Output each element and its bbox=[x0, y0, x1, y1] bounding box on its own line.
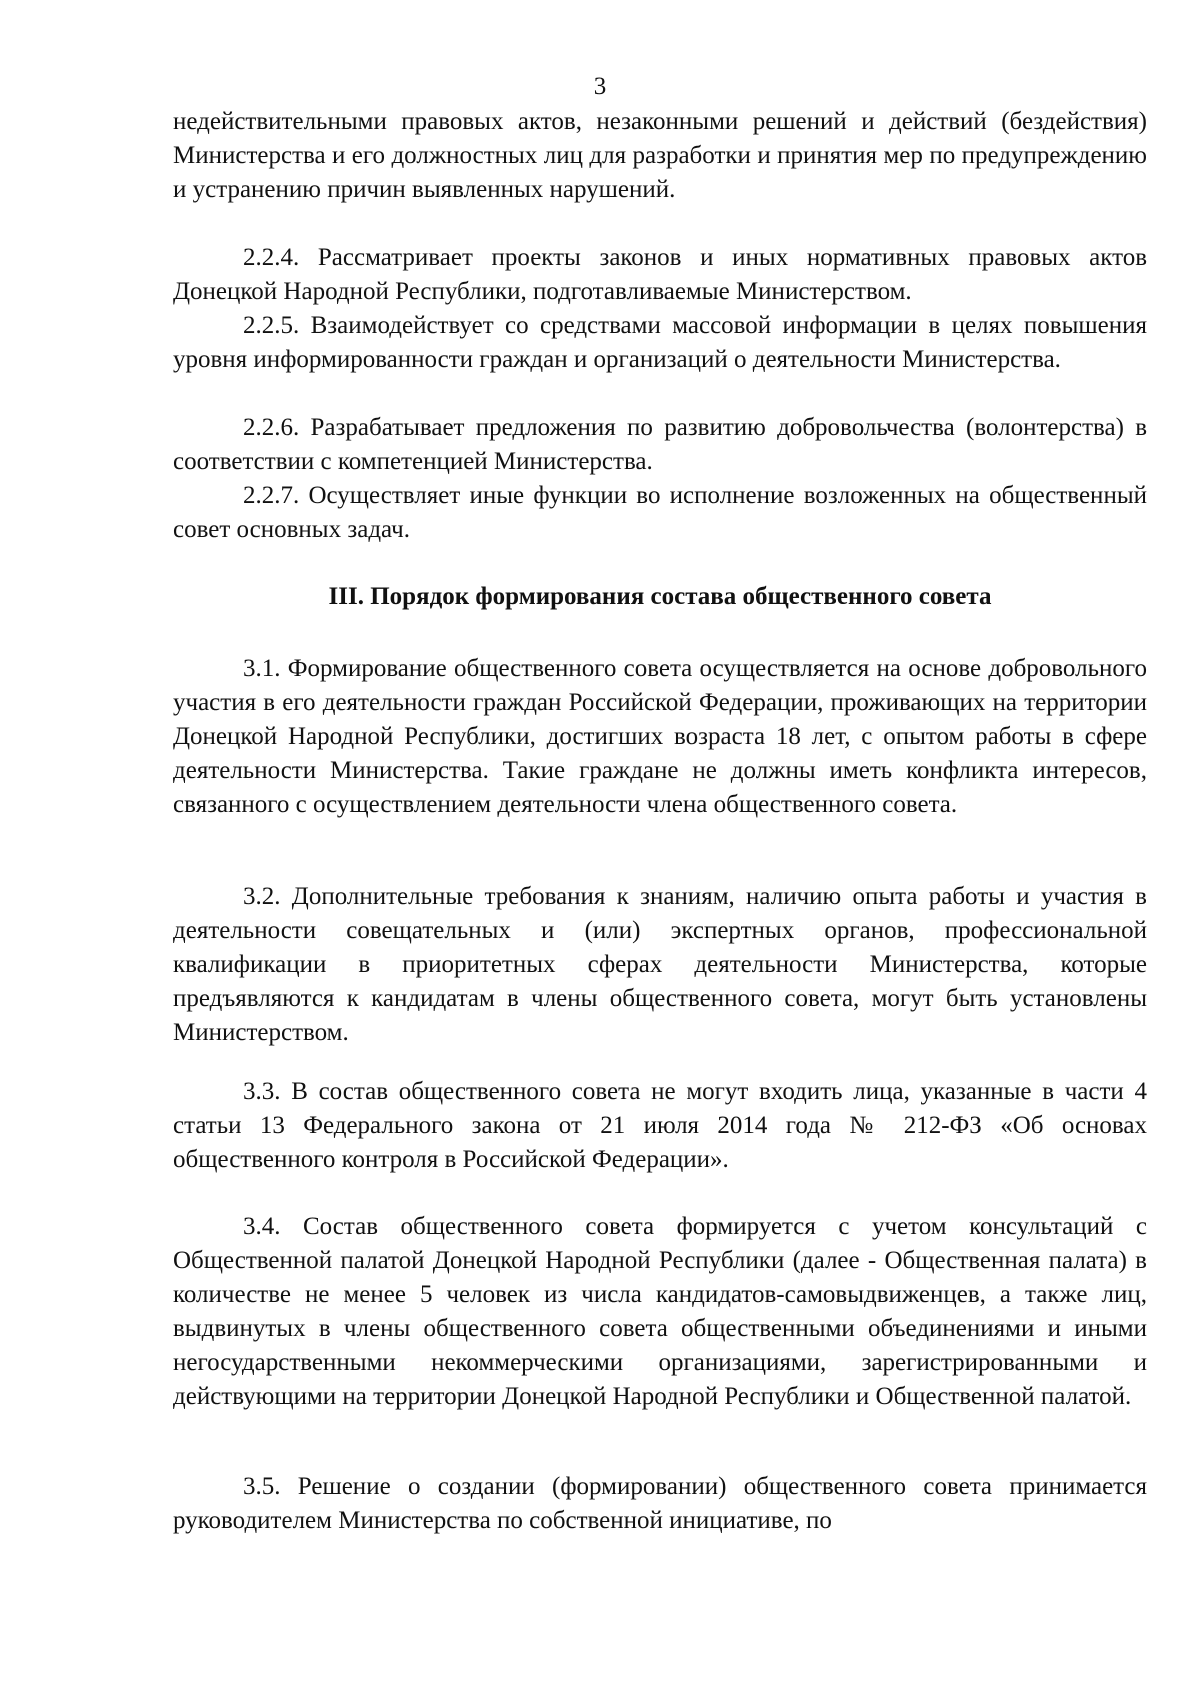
paragraph-2-2-4: 2.2.4. Рассматривает проекты законов и иных нормативных правовых актов Донецкой Народной Республики, подготавливаемые Министерством. bbox=[173, 244, 1147, 305]
section-3-heading: III. Порядок формирования состава общественного совета bbox=[328, 583, 992, 610]
paragraph-2-2-6: 2.2.6. Разрабатывает предложения по развитию добровольчества (волонтерства) в соответствии с компетенцией Министерства. bbox=[173, 414, 1147, 475]
paragraph-2-2-7: 2.2.7. Осуществляет иные функции во исполнение возложенных на общественный совет основных задач. bbox=[173, 482, 1147, 543]
paragraph-3-1: 3.1. Формирование общественного совета осуществляется на основе добровольного участия в его деятельности граждан Российской Федерации, проживающих на территории Донецкой Народной Республики, достигших возраста 18 лет, с опытом работы в сфере деятельности Министерства. Такие граждане не должны иметь конфликта интересов, связанного с осуществлением деятельности члена общественного совета. bbox=[173, 655, 1147, 818]
paragraph-3-5: 3.5. Решение о создании (формировании) общественного совета принимается руководителем Министерства по собственной инициативе, по bbox=[173, 1473, 1147, 1534]
paragraph-continuation: недействительными правовых актов, незаконными решений и действий (бездействия) Министерства и его должностных лиц для разработки и принятия мер по предупреждению и устранению причин выявленных нарушений. bbox=[173, 108, 1147, 203]
paragraph-3-2: 3.2. Дополнительные требования к знаниям, наличию опыта работы и участия в деятельности совещательных и (или) экспертных органов, профессиональной квалификации в приоритетных сферах деятельности Министерства, которые предъявляются к кандидатам в члены общественного совета, могут быть установлены Министерством. bbox=[173, 883, 1147, 1046]
page-number: 3 bbox=[593, 73, 607, 100]
paragraph-3-3: 3.3. В состав общественного совета не могут входить лица, указанные в части 4 статьи 13 Федерального закона от 21 июля 2014 года № 212-ФЗ «Об основах общественного контроля в Российской Федерации». bbox=[173, 1078, 1147, 1173]
paragraph-2-2-5: 2.2.5. Взаимодействует со средствами массовой информации в целях повышения уровня информированности граждан и организаций о деятельности Министерства. bbox=[173, 312, 1147, 373]
paragraph-3-4: 3.4. Состав общественного совета формируется с учетом консультаций с Общественной палатой Донецкой Народной Республики (далее - Общественная палата) в количестве не менее 5 человек из числа кандидатов-самовыдвиженцев, а также лиц, выдвинутых в члены общественного совета общественными объединениями и иными негосударственными некоммерческими организациями, зарегистрированными и действующими на территории Донецкой Народной Республики и Общественной палатой. bbox=[173, 1213, 1147, 1410]
